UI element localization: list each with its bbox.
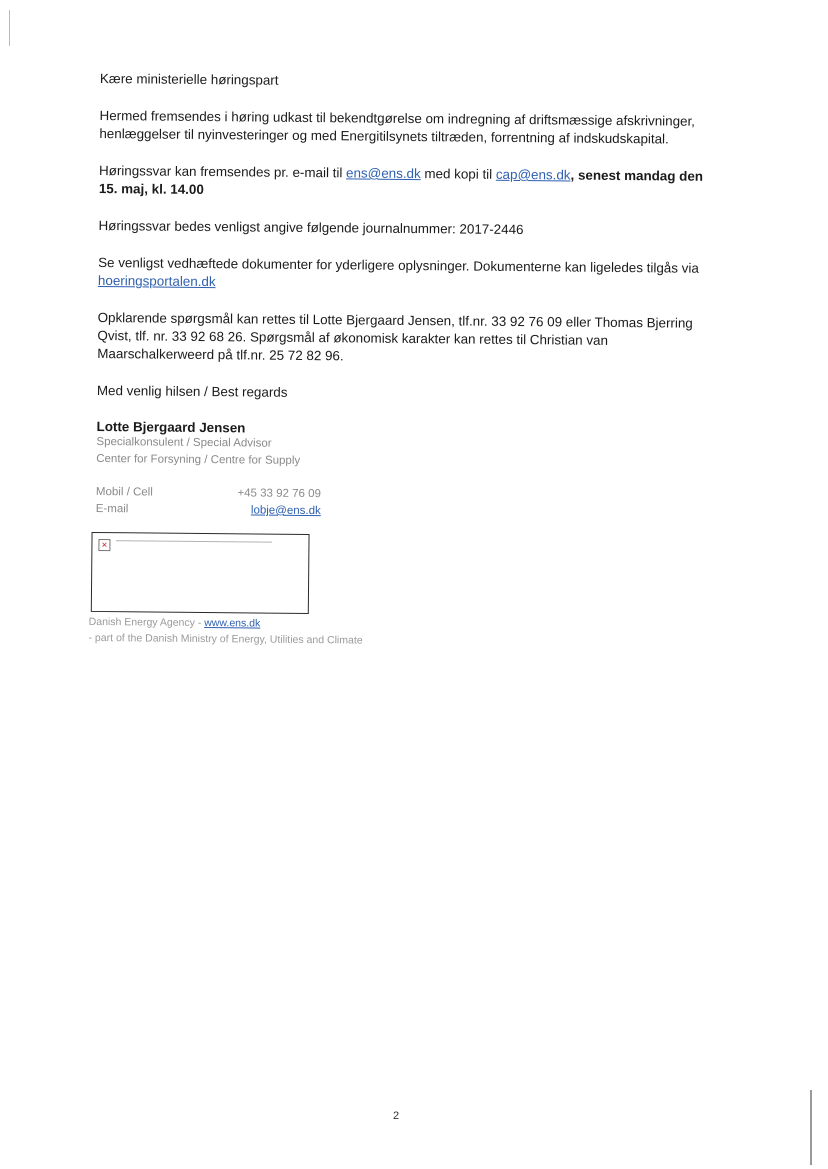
- signature-block: [88, 418, 721, 652]
- agency-name: Danish Energy Agency -: [88, 615, 205, 630]
- letter-body: [88, 70, 725, 652]
- paragraph-journal: Høringssvar bedes venligst angive følgende journalnummer: 2017-2446: [98, 217, 524, 238]
- paragraph-questions: Opklarende spørgsmål kan rettes til Lotte Bjergaard Jensen, tlf.nr. 33 92 76 09 eller Thomas Bjerring Qvist, tlf. nr. 33 92 68 26. Spørgsmål af økonomisk karakter kan rettes til Christian van Maarschalkerweerd på tlf.nr. 25 72 82 96.: [97, 309, 693, 364]
- paragraph-attachments: [98, 254, 723, 296]
- mobile-label: Mobil / Cell: [95, 485, 153, 499]
- signature-department: Center for Forsyning / Centre for Supply: [96, 452, 301, 467]
- contact-info: [96, 484, 721, 524]
- hoeringsportalen-link[interactable]: hoeringsportalen.dk: [97, 272, 216, 290]
- broken-logo-image: [91, 532, 310, 614]
- deadline-text: senest mandag den 15. maj, kl. 14.00: [98, 167, 704, 198]
- email-link-cap[interactable]: cap@ens.dk: [495, 166, 571, 183]
- broken-image-alt-text: [116, 540, 271, 544]
- broken-image-icon: ×: [98, 539, 110, 551]
- closing: Med venlig hilsen / Best regards: [96, 382, 288, 400]
- mobile-value: +45 33 92 76 09: [237, 487, 321, 501]
- email-link-ens[interactable]: ens@ens.dk: [346, 165, 421, 182]
- email-label: E-mail: [95, 502, 129, 516]
- signature-name: Lotte Bjergaard Jensen: [96, 418, 246, 436]
- agency-website-link[interactable]: www.ens.dk: [204, 617, 261, 630]
- paragraph-hearing: Hermed fremsendes i høring udkast til bekendtgørelse om indregning af driftsmæssige afskrivninger, henlæggelser til nyinvesteringer og med Energitilsynets tiltræden, forrentning af indskudskapital.: [99, 107, 696, 147]
- scan-edge-left: [9, 10, 10, 46]
- paragraph-response: [99, 162, 724, 204]
- page-number: 2: [393, 1110, 400, 1122]
- response-text-before: Høringssvar kan fremsendes pr. e-mail til: [98, 162, 347, 181]
- agency-footer: [88, 614, 719, 652]
- signature-email-link[interactable]: lobje@ens.dk: [250, 504, 321, 518]
- scan-edge-right: [810, 1090, 812, 1165]
- response-text-middle: med kopi til: [420, 166, 496, 182]
- greeting: Kære ministerielle høringspart: [99, 70, 279, 88]
- ministry-line: - part of the Danish Ministry of Energy, Utilities and Climate: [88, 631, 363, 647]
- signature-title: Specialkonsulent / Special Advisor: [96, 435, 272, 450]
- attachments-text: Se venligst vedhæftede dokumenter for yderligere oplysninger. Dokumenterne kan ligeledes tilgås via: [98, 254, 699, 276]
- response-text-after: ,: [570, 167, 575, 183]
